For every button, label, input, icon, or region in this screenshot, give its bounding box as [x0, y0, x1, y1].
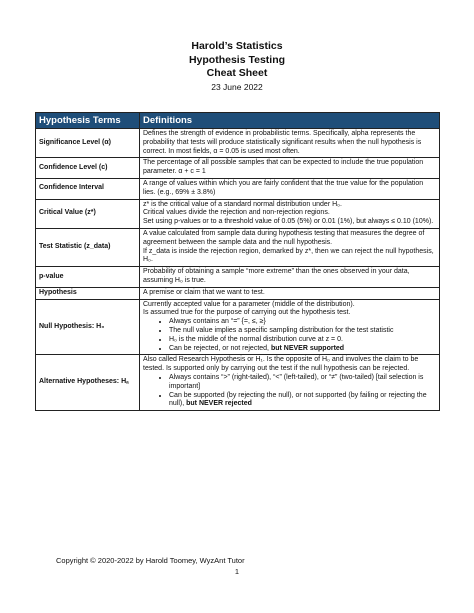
alt-line-1: Also called Research Hypothesis or H₁. Is the opposite of H₀ and involves the claim to be tested. Is supported only by carrying out the test if the null hypothesis can be rejected. [143, 356, 419, 373]
null-bullet-2: • The null value implies a specific sampling distribution for the test statistic [169, 327, 436, 336]
term-significance-level: Significance Level (α) [36, 129, 140, 158]
terms-table [35, 112, 440, 411]
critical-value-line-3: Set using p-values or to a threshold value of 0.05 (5%) or 0.01 (1%), but always ≤ 0.10 (10%). [143, 218, 434, 226]
title-line-1: Harold’s Statistics [191, 40, 283, 52]
table-row [36, 199, 440, 228]
alt-bullet-2-emphasis: but NEVER rejected [186, 400, 252, 408]
page-number: 1 [234, 567, 240, 576]
alt-bullet-2-text: Can be supported (by rejecting the null), or not supported (by failing or rejecting the null), [169, 391, 427, 408]
test-statistic-line-2: If z_data is inside the rejection region, demarked by z*, then we can reject the null hypothesis, H₀. [143, 247, 434, 264]
test-statistic-line-1: A value calculated from sample data during hypothesis testing that measures the degree of agreement between the sample data and the null hypothesis. [143, 229, 425, 246]
copyright-footer: Copyright © 2020-2022 by Harold Toomey, WyzAnt Tutor [56, 556, 245, 565]
document-date: 23 June 2022 [211, 81, 263, 92]
alt-bullet-2 [169, 392, 436, 410]
definition-alternative-hypotheses [140, 355, 440, 411]
term-hypothesis: Hypothesis [36, 287, 140, 299]
title-line-2: Hypothesis Testing [188, 53, 286, 66]
table-row [36, 158, 440, 179]
term-critical-value: Critical Value (z*) [36, 199, 140, 228]
null-bullet-4 [169, 345, 436, 354]
term-p-value: p-value [36, 267, 140, 288]
null-bullet-4-emphasis: but NEVER supported [270, 344, 345, 352]
null-bullet-3: • H₀ is the middle of the normal distribution curve at z = 0. [169, 336, 436, 345]
term-test-statistic: Test Statistic (z_data) [36, 228, 140, 266]
table-row [36, 228, 440, 266]
definition-p-value: Probability of obtaining a sample “more extreme” than the ones observed in your data, assuming H₀ is true. [140, 267, 440, 288]
definition-hypothesis: A premise or claim that we want to test. [140, 287, 440, 299]
term-alternative-hypotheses: Alternative Hypotheses: Hₐ [36, 355, 140, 411]
null-line-2: Is assumed true for the purpose of carrying out the hypothesis test. [143, 309, 351, 317]
term-null-hypothesis: Null Hypothesis: H₀ [36, 299, 140, 355]
column-header-definitions: Definitions [140, 113, 440, 129]
alt-bullet-list [143, 374, 436, 409]
term-confidence-level: Confidence Level (c) [36, 158, 140, 179]
title-line-3: Cheat Sheet [206, 67, 268, 79]
table-row [36, 267, 440, 288]
document-header [0, 40, 474, 93]
null-bullet-4-text: Can be rejected, or not rejected, [169, 344, 271, 352]
definition-confidence-interval: A range of values within which you are fairly confident that the true value for the population lies. (e.g., 69% ± 3.8%) [140, 178, 440, 199]
null-line-1: Currently accepted value for a parameter (middle of the distribution). [143, 300, 355, 308]
critical-value-line-2: Critical values divide the rejection and non-rejection regions. [143, 209, 330, 217]
definition-critical-value [140, 199, 440, 228]
term-confidence-interval: Confidence Interval [36, 178, 140, 199]
table-row [36, 287, 440, 299]
definition-confidence-level: The percentage of all possible samples that can be expected to include the true population parameter. α + c = 1 [140, 158, 440, 179]
null-bullet-1: • Always contains an “=” {=, ≤, ≥} [169, 318, 436, 327]
alt-bullet-1: • Always contains “>” (right-tailed), “<” (left-tailed), or “≠” (two-tailed) [tail selection is important] [169, 374, 436, 392]
definition-test-statistic [140, 228, 440, 266]
null-bullet-list [143, 318, 436, 353]
definition-null-hypothesis [140, 299, 440, 355]
definition-significance-level: Defines the strength of evidence in probabilistic terms. Specifically, alpha represents the probability that tests will produce statistically significant results when the null hypothesis is correct. In most fields, α = 0.05 is used most often. [140, 129, 440, 158]
column-header-terms: Hypothesis Terms [36, 113, 140, 129]
table-row [36, 178, 440, 199]
critical-value-line-1: z* is the critical value of a standard normal distribution under H₀. [143, 200, 343, 208]
table-row [36, 355, 440, 411]
table-row [36, 129, 440, 158]
table-row [36, 299, 440, 355]
table-header-row [36, 113, 440, 129]
